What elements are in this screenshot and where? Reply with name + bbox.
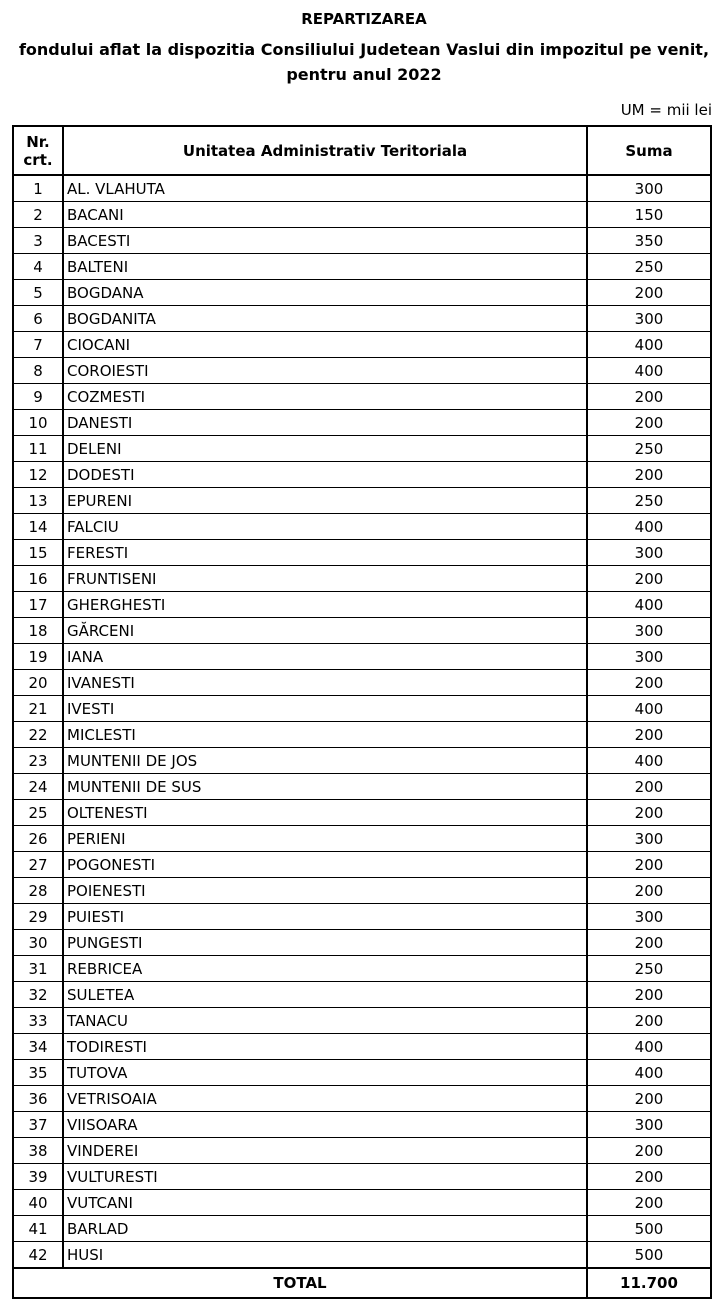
unit-name-cell: IVANESTI — [63, 670, 587, 696]
table-row — [13, 254, 711, 280]
sum-cell: 200 — [587, 1164, 711, 1190]
table-row — [13, 1216, 711, 1242]
sum-cell: 400 — [587, 1060, 711, 1086]
table-row — [13, 852, 711, 878]
row-number-cell: 28 — [13, 878, 63, 904]
document-subtitle-line1: fondului aflat la dispozitia Consiliului Judetean Vaslui din impozitul pe venit, — [18, 40, 710, 59]
column-header-nr — [13, 126, 63, 175]
sum-cell: 300 — [587, 540, 711, 566]
unit-name-cell: OLTENESTI — [63, 800, 587, 826]
unit-name-cell: BARLAD — [63, 1216, 587, 1242]
sum-cell: 200 — [587, 1086, 711, 1112]
unit-name-cell: GĂRCENI — [63, 618, 587, 644]
row-number-cell: 5 — [13, 280, 63, 306]
sum-cell: 200 — [587, 1008, 711, 1034]
unit-name-cell: AL. VLAHUTA — [63, 175, 587, 202]
sum-cell: 300 — [587, 618, 711, 644]
sum-cell: 200 — [587, 566, 711, 592]
unit-name-cell: PUNGESTI — [63, 930, 587, 956]
table-row — [13, 332, 711, 358]
sum-cell: 200 — [587, 774, 711, 800]
unit-name-cell: POGONESTI — [63, 852, 587, 878]
unit-name-cell: EPURENI — [63, 488, 587, 514]
row-number-cell: 25 — [13, 800, 63, 826]
sum-cell: 200 — [587, 852, 711, 878]
table-row — [13, 670, 711, 696]
table-row — [13, 930, 711, 956]
sum-cell: 500 — [587, 1216, 711, 1242]
table-row — [13, 1034, 711, 1060]
unit-name-cell: TODIRESTI — [63, 1034, 587, 1060]
sum-cell: 200 — [587, 930, 711, 956]
unit-name-cell: DELENI — [63, 436, 587, 462]
table-header-row — [13, 126, 711, 175]
table-row — [13, 1242, 711, 1269]
row-number-cell: 2 — [13, 202, 63, 228]
sum-cell: 400 — [587, 1034, 711, 1060]
unit-name-cell: BACESTI — [63, 228, 587, 254]
table-row — [13, 878, 711, 904]
unit-name-cell: PUIESTI — [63, 904, 587, 930]
unit-name-cell: VINDEREI — [63, 1138, 587, 1164]
sum-cell: 250 — [587, 254, 711, 280]
sum-cell: 400 — [587, 514, 711, 540]
row-number-cell: 34 — [13, 1034, 63, 1060]
row-number-cell: 1 — [13, 175, 63, 202]
row-number-cell: 22 — [13, 722, 63, 748]
row-number-cell: 31 — [13, 956, 63, 982]
table-row — [13, 592, 711, 618]
row-number-cell: 9 — [13, 384, 63, 410]
sum-cell: 300 — [587, 306, 711, 332]
table-row — [13, 1190, 711, 1216]
table-row — [13, 280, 711, 306]
unit-name-cell: PERIENI — [63, 826, 587, 852]
total-value: 11.700 — [587, 1268, 711, 1298]
sum-cell: 200 — [587, 1190, 711, 1216]
sum-cell: 200 — [587, 384, 711, 410]
unit-name-cell: IANA — [63, 644, 587, 670]
sum-cell: 250 — [587, 436, 711, 462]
table-row — [13, 696, 711, 722]
unit-name-cell: FERESTI — [63, 540, 587, 566]
sum-cell: 200 — [587, 280, 711, 306]
row-number-cell: 10 — [13, 410, 63, 436]
table-row — [13, 306, 711, 332]
sum-cell: 250 — [587, 488, 711, 514]
unit-name-cell: MICLESTI — [63, 722, 587, 748]
table-row — [13, 982, 711, 1008]
unit-name-cell: MUNTENII DE JOS — [63, 748, 587, 774]
sum-cell: 400 — [587, 592, 711, 618]
table-row — [13, 1086, 711, 1112]
row-number-cell: 11 — [13, 436, 63, 462]
row-number-cell: 41 — [13, 1216, 63, 1242]
row-number-cell: 24 — [13, 774, 63, 800]
table-row — [13, 514, 711, 540]
total-row — [13, 1268, 711, 1298]
unit-name-cell: CIOCANI — [63, 332, 587, 358]
unit-name-cell: VUTCANI — [63, 1190, 587, 1216]
row-number-cell: 14 — [13, 514, 63, 540]
row-number-cell: 6 — [13, 306, 63, 332]
unit-name-cell: VETRISOAIA — [63, 1086, 587, 1112]
sum-cell: 400 — [587, 332, 711, 358]
unit-name-cell: TANACU — [63, 1008, 587, 1034]
sum-cell: 200 — [587, 878, 711, 904]
unit-name-cell: VULTURESTI — [63, 1164, 587, 1190]
unit-name-cell: REBRICEA — [63, 956, 587, 982]
table-row — [13, 904, 711, 930]
column-header-nr-line1: Nr. — [26, 132, 50, 151]
table-row — [13, 228, 711, 254]
row-number-cell: 39 — [13, 1164, 63, 1190]
row-number-cell: 4 — [13, 254, 63, 280]
sum-cell: 200 — [587, 1138, 711, 1164]
unit-name-cell: COZMESTI — [63, 384, 587, 410]
unit-name-cell: BACANI — [63, 202, 587, 228]
sum-cell: 300 — [587, 175, 711, 202]
table-row — [13, 410, 711, 436]
unit-name-cell: BALTENI — [63, 254, 587, 280]
table-row — [13, 722, 711, 748]
sum-cell: 400 — [587, 696, 711, 722]
row-number-cell: 23 — [13, 748, 63, 774]
sum-cell: 150 — [587, 202, 711, 228]
row-number-cell: 21 — [13, 696, 63, 722]
table-row — [13, 540, 711, 566]
unit-name-cell: DANESTI — [63, 410, 587, 436]
unit-name-cell: IVESTI — [63, 696, 587, 722]
sum-cell: 200 — [587, 982, 711, 1008]
unit-name-cell: SULETEA — [63, 982, 587, 1008]
table-row — [13, 436, 711, 462]
table-row — [13, 748, 711, 774]
sum-cell: 300 — [587, 1112, 711, 1138]
row-number-cell: 3 — [13, 228, 63, 254]
table-row — [13, 1164, 711, 1190]
table-row — [13, 566, 711, 592]
allocation-table — [12, 125, 712, 1299]
column-header-nr-line2: crt. — [23, 150, 53, 169]
unit-name-cell: COROIESTI — [63, 358, 587, 384]
table-row — [13, 956, 711, 982]
table-row — [13, 358, 711, 384]
row-number-cell: 27 — [13, 852, 63, 878]
unit-name-cell: FALCIU — [63, 514, 587, 540]
sum-cell: 200 — [587, 410, 711, 436]
table-row — [13, 1060, 711, 1086]
row-number-cell: 37 — [13, 1112, 63, 1138]
row-number-cell: 15 — [13, 540, 63, 566]
row-number-cell: 29 — [13, 904, 63, 930]
unit-name-cell: FRUNTISENI — [63, 566, 587, 592]
unit-name-cell: BOGDANA — [63, 280, 587, 306]
unit-name-cell: POIENESTI — [63, 878, 587, 904]
sum-cell: 250 — [587, 956, 711, 982]
table-row — [13, 800, 711, 826]
document-title: REPARTIZAREA — [301, 10, 427, 28]
unit-name-cell: GHERGHESTI — [63, 592, 587, 618]
row-number-cell: 12 — [13, 462, 63, 488]
row-number-cell: 8 — [13, 358, 63, 384]
row-number-cell: 32 — [13, 982, 63, 1008]
row-number-cell: 19 — [13, 644, 63, 670]
table-row — [13, 175, 711, 202]
sum-cell: 200 — [587, 800, 711, 826]
unit-name-cell: VIISOARA — [63, 1112, 587, 1138]
table-row — [13, 1008, 711, 1034]
row-number-cell: 26 — [13, 826, 63, 852]
table-row — [13, 384, 711, 410]
unit-name-cell: HUSI — [63, 1242, 587, 1269]
table-row — [13, 1112, 711, 1138]
table-row — [13, 462, 711, 488]
row-number-cell: 20 — [13, 670, 63, 696]
table-row — [13, 202, 711, 228]
unit-name-cell: TUTOVA — [63, 1060, 587, 1086]
sum-cell: 400 — [587, 748, 711, 774]
table-row — [13, 774, 711, 800]
row-number-cell: 42 — [13, 1242, 63, 1269]
sum-cell: 300 — [587, 904, 711, 930]
sum-cell: 300 — [587, 644, 711, 670]
sum-cell: 200 — [587, 462, 711, 488]
sum-cell: 350 — [587, 228, 711, 254]
row-number-cell: 13 — [13, 488, 63, 514]
sum-cell: 500 — [587, 1242, 711, 1269]
unit-name-cell: MUNTENII DE SUS — [63, 774, 587, 800]
table-row — [13, 488, 711, 514]
column-header-sum: Suma — [587, 126, 711, 175]
row-number-cell: 35 — [13, 1060, 63, 1086]
sum-cell: 300 — [587, 826, 711, 852]
unit-name-cell: BOGDANITA — [63, 306, 587, 332]
sum-cell: 200 — [587, 722, 711, 748]
unit-name-cell: DODESTI — [63, 462, 587, 488]
row-number-cell: 7 — [13, 332, 63, 358]
column-header-name: Unitatea Administrativ Teritoriala — [63, 126, 587, 175]
row-number-cell: 36 — [13, 1086, 63, 1112]
table-row — [13, 644, 711, 670]
total-label: TOTAL — [13, 1268, 587, 1298]
row-number-cell: 30 — [13, 930, 63, 956]
sum-cell: 200 — [587, 670, 711, 696]
row-number-cell: 33 — [13, 1008, 63, 1034]
row-number-cell: 40 — [13, 1190, 63, 1216]
row-number-cell: 17 — [13, 592, 63, 618]
table-row — [13, 1138, 711, 1164]
table-row — [13, 618, 711, 644]
row-number-cell: 16 — [13, 566, 63, 592]
unit-note: UM = mii lei — [620, 101, 712, 119]
row-number-cell: 18 — [13, 618, 63, 644]
sum-cell: 400 — [587, 358, 711, 384]
table-row — [13, 826, 711, 852]
document-subtitle-line2: pentru anul 2022 — [286, 65, 442, 84]
row-number-cell: 38 — [13, 1138, 63, 1164]
